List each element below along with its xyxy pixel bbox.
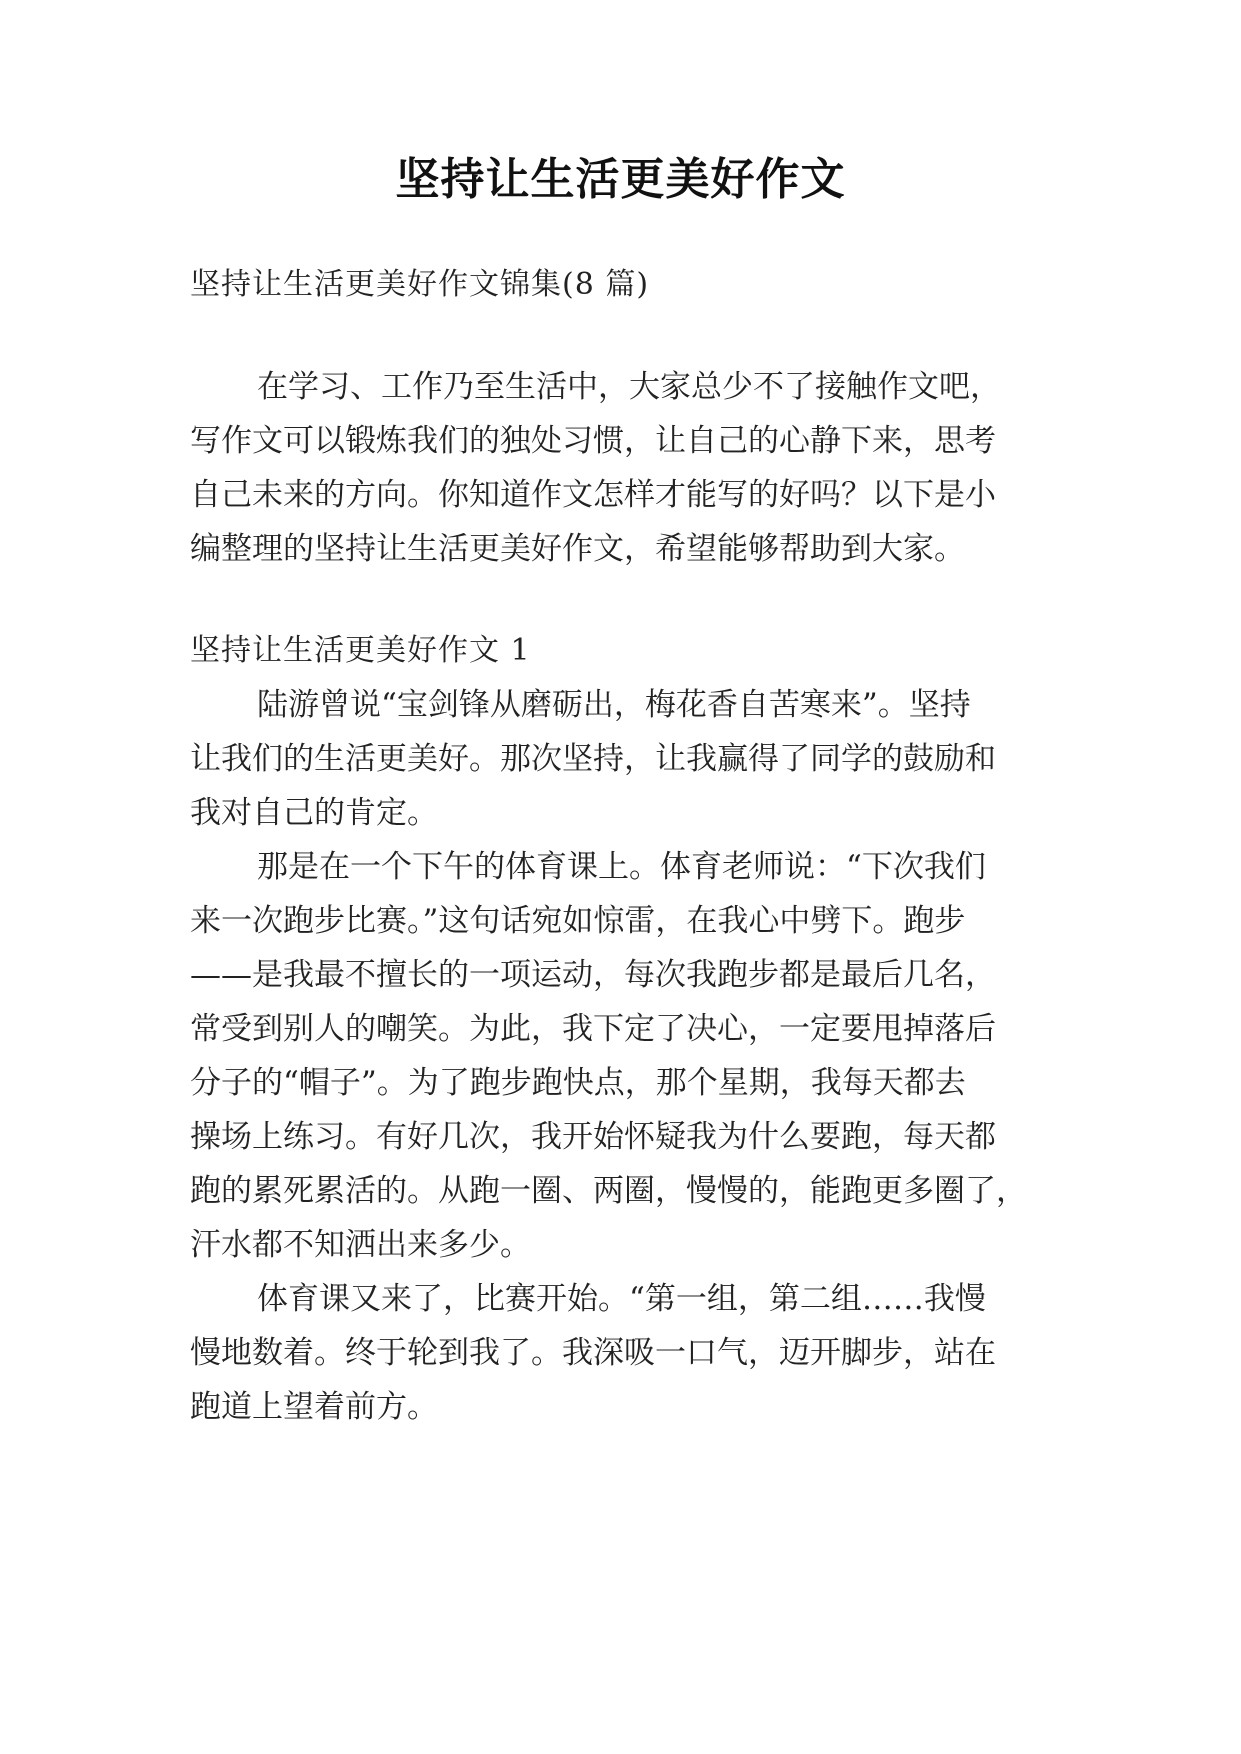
paragraph-2-line-2: 来一次跑步比赛。”这句话宛如惊雷，在我心中劈下。跑步 [190,903,966,939]
paragraph-2-line-7: 跑的累死累活的。从跑一圈、两圈，慢慢的，能跑更多圈了， [190,1173,1027,1209]
paragraph-1-line-2: 让我们的生活更美好。那次坚持，让我赢得了同学的鼓励和 [190,741,996,777]
document-title: 坚持让生活更美好作文 [395,154,846,205]
intro-line-3: 自己未来的方向。你知道作文怎样才能写的好吗？以下是小 [190,477,996,513]
paragraph-1-line-3: 我对自己的肯定。 [190,795,438,831]
section-heading: 坚持让生活更美好作文 1 [190,633,531,668]
paragraph-2-line-3: ——是我最不擅长的一项运动，每次我跑步都是最后几名， [190,957,996,993]
intro-line-1: 在学习、工作乃至生活中，大家总少不了接触作文吧， [257,369,1001,405]
paragraph-2-line-6: 操场上练习。有好几次，我开始怀疑我为什么要跑，每天都 [190,1119,996,1155]
paragraph-3-line-2: 慢地数着。终于轮到我了。我深吸一口气，迈开脚步，站在 [190,1335,996,1371]
paragraph-2-line-5: 分子的“帽子”。为了跑步跑快点，那个星期，我每天都去 [190,1065,966,1101]
paragraph-1-line-1: 陆游曾说“宝剑锋从磨砺出，梅花香自苦寒来”。坚持 [257,687,971,723]
intro-line-4: 编整理的坚持让生活更美好作文，希望能够帮助到大家。 [190,531,965,567]
paragraph-3-line-3: 跑道上望着前方。 [190,1389,438,1425]
paragraph-2-line-4: 常受到别人的嘲笑。为此，我下定了决心，一定要甩掉落后 [190,1011,996,1047]
paragraph-2-line-1: 那是在一个下午的体育课上。体育老师说：“下次我们 [257,849,986,885]
paragraph-3-line-1: 体育课又来了，比赛开始。“第一组，第二组……我慢 [257,1281,986,1317]
intro-line-2: 写作文可以锻炼我们的独处习惯，让自己的心静下来，思考 [190,423,996,459]
paragraph-2-line-8: 汗水都不知洒出来多少。 [190,1227,531,1263]
document-subtitle: 坚持让生活更美好作文锦集(8 篇) [190,267,650,302]
